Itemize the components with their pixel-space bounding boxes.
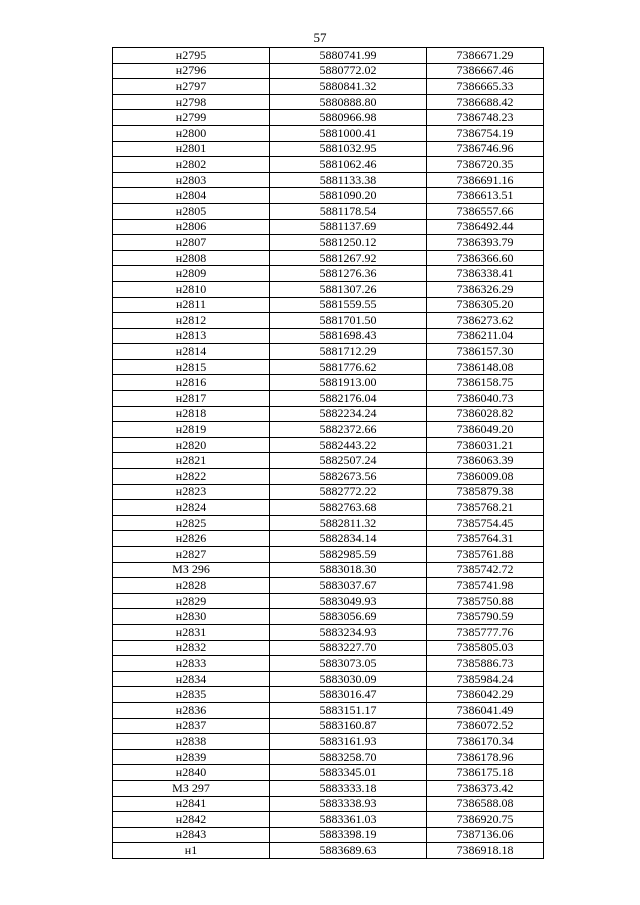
table-row xyxy=(113,562,544,578)
x-coordinate-cell: 5880841.32 xyxy=(270,79,427,95)
point-id-cell: н2813 xyxy=(113,328,270,344)
x-coordinate-cell: 5883161.93 xyxy=(270,734,427,750)
table-row xyxy=(113,547,544,563)
x-coordinate-cell: 5883689.63 xyxy=(270,843,427,859)
x-coordinate-cell: 5883338.93 xyxy=(270,796,427,812)
y-coordinate-cell: 7386366.60 xyxy=(427,250,544,266)
y-coordinate-cell: 7386613.51 xyxy=(427,188,544,204)
point-id-cell: н2802 xyxy=(113,157,270,173)
table-row xyxy=(113,718,544,734)
point-id-cell: н2804 xyxy=(113,188,270,204)
y-coordinate-cell: 7386072.52 xyxy=(427,718,544,734)
point-id-cell: н2812 xyxy=(113,313,270,329)
table-row xyxy=(113,671,544,687)
point-id-cell: н2818 xyxy=(113,406,270,422)
table-row xyxy=(113,422,544,438)
x-coordinate-cell: 5883234.93 xyxy=(270,624,427,640)
x-coordinate-cell: 5883073.05 xyxy=(270,656,427,672)
x-coordinate-cell: 5883056.69 xyxy=(270,609,427,625)
table-row xyxy=(113,812,544,828)
table-row xyxy=(113,297,544,313)
y-coordinate-cell: 7386688.42 xyxy=(427,94,544,110)
point-id-cell: н2841 xyxy=(113,796,270,812)
x-coordinate-cell: 5882772.22 xyxy=(270,484,427,500)
point-id-cell: н2815 xyxy=(113,359,270,375)
table-row xyxy=(113,188,544,204)
point-id-cell: н2824 xyxy=(113,500,270,516)
y-coordinate-cell: 7385984.24 xyxy=(427,671,544,687)
y-coordinate-cell: 7386031.21 xyxy=(427,437,544,453)
x-coordinate-cell: 5881090.20 xyxy=(270,188,427,204)
coordinates-table-body xyxy=(113,48,544,859)
y-coordinate-cell: 7386063.39 xyxy=(427,453,544,469)
table-row xyxy=(113,531,544,547)
x-coordinate-cell: 5883227.70 xyxy=(270,640,427,656)
point-id-cell: н2832 xyxy=(113,640,270,656)
x-coordinate-cell: 5880966.98 xyxy=(270,110,427,126)
x-coordinate-cell: 5881133.38 xyxy=(270,172,427,188)
table-row xyxy=(113,235,544,251)
point-id-cell: н2795 xyxy=(113,48,270,64)
y-coordinate-cell: 7385790.59 xyxy=(427,609,544,625)
point-id-cell: н2833 xyxy=(113,656,270,672)
x-coordinate-cell: 5883049.93 xyxy=(270,593,427,609)
table-row xyxy=(113,157,544,173)
point-id-cell: н2819 xyxy=(113,422,270,438)
y-coordinate-cell: 7385768.21 xyxy=(427,500,544,516)
table-row xyxy=(113,266,544,282)
y-coordinate-cell: 7386720.35 xyxy=(427,157,544,173)
y-coordinate-cell: 7386338.41 xyxy=(427,266,544,282)
table-row xyxy=(113,702,544,718)
table-row xyxy=(113,827,544,843)
x-coordinate-cell: 5881062.46 xyxy=(270,157,427,173)
y-coordinate-cell: 7386158.75 xyxy=(427,375,544,391)
table-row xyxy=(113,344,544,360)
x-coordinate-cell: 5881000.41 xyxy=(270,125,427,141)
x-coordinate-cell: 5882811.32 xyxy=(270,515,427,531)
x-coordinate-cell: 5882443.22 xyxy=(270,437,427,453)
point-id-cell: н2830 xyxy=(113,609,270,625)
x-coordinate-cell: 5881276.36 xyxy=(270,266,427,282)
point-id-cell: н2807 xyxy=(113,235,270,251)
x-coordinate-cell: 5883151.17 xyxy=(270,702,427,718)
y-coordinate-cell: 7386746.96 xyxy=(427,141,544,157)
y-coordinate-cell: 7386748.23 xyxy=(427,110,544,126)
table-row xyxy=(113,328,544,344)
y-coordinate-cell: 7386049.20 xyxy=(427,422,544,438)
x-coordinate-cell: 5882763.68 xyxy=(270,500,427,516)
y-coordinate-cell: 7385805.03 xyxy=(427,640,544,656)
point-id-cell: н2837 xyxy=(113,718,270,734)
table-row xyxy=(113,578,544,594)
table-row xyxy=(113,437,544,453)
y-coordinate-cell: 7386170.34 xyxy=(427,734,544,750)
point-id-cell: н2828 xyxy=(113,578,270,594)
y-coordinate-cell: 7386042.29 xyxy=(427,687,544,703)
y-coordinate-cell: 7385777.76 xyxy=(427,624,544,640)
x-coordinate-cell: 5881307.26 xyxy=(270,281,427,297)
coordinates-table xyxy=(112,47,544,859)
table-row xyxy=(113,469,544,485)
x-coordinate-cell: 5882673.56 xyxy=(270,469,427,485)
x-coordinate-cell: 5881137.69 xyxy=(270,219,427,235)
table-row xyxy=(113,125,544,141)
x-coordinate-cell: 5883333.18 xyxy=(270,780,427,796)
point-id-cell: н1 xyxy=(113,843,270,859)
y-coordinate-cell: 7386040.73 xyxy=(427,391,544,407)
point-id-cell: н2817 xyxy=(113,391,270,407)
y-coordinate-cell: 7386273.62 xyxy=(427,313,544,329)
point-id-cell: н2803 xyxy=(113,172,270,188)
y-coordinate-cell: 7386326.29 xyxy=(427,281,544,297)
table-row xyxy=(113,765,544,781)
table-row xyxy=(113,94,544,110)
y-coordinate-cell: 7385750.88 xyxy=(427,593,544,609)
x-coordinate-cell: 5881267.92 xyxy=(270,250,427,266)
x-coordinate-cell: 5883018.30 xyxy=(270,562,427,578)
table-row xyxy=(113,406,544,422)
table-row xyxy=(113,375,544,391)
y-coordinate-cell: 7386754.19 xyxy=(427,125,544,141)
y-coordinate-cell: 7385761.88 xyxy=(427,547,544,563)
x-coordinate-cell: 5883016.47 xyxy=(270,687,427,703)
y-coordinate-cell: 7386157.30 xyxy=(427,344,544,360)
y-coordinate-cell: 7386920.75 xyxy=(427,812,544,828)
point-id-cell: н2809 xyxy=(113,266,270,282)
y-coordinate-cell: 7386305.20 xyxy=(427,297,544,313)
table-row xyxy=(113,609,544,625)
table-row xyxy=(113,391,544,407)
point-id-cell: н2840 xyxy=(113,765,270,781)
table-row xyxy=(113,79,544,95)
table-row xyxy=(113,624,544,640)
point-id-cell: н2801 xyxy=(113,141,270,157)
table-row xyxy=(113,640,544,656)
x-coordinate-cell: 5881559.55 xyxy=(270,297,427,313)
y-coordinate-cell: 7386691.16 xyxy=(427,172,544,188)
y-coordinate-cell: 7386178.96 xyxy=(427,749,544,765)
y-coordinate-cell: 7386492.44 xyxy=(427,219,544,235)
point-id-cell: МЗ 297 xyxy=(113,780,270,796)
x-coordinate-cell: 5883037.67 xyxy=(270,578,427,594)
x-coordinate-cell: 5883345.01 xyxy=(270,765,427,781)
table-row xyxy=(113,593,544,609)
x-coordinate-cell: 5882234.24 xyxy=(270,406,427,422)
point-id-cell: н2826 xyxy=(113,531,270,547)
x-coordinate-cell: 5881032.95 xyxy=(270,141,427,157)
point-id-cell: н2814 xyxy=(113,344,270,360)
page-number: 57 xyxy=(313,30,327,45)
point-id-cell: н2806 xyxy=(113,219,270,235)
table-row xyxy=(113,63,544,79)
y-coordinate-cell: 7386028.82 xyxy=(427,406,544,422)
table-row xyxy=(113,515,544,531)
table-row xyxy=(113,359,544,375)
point-id-cell: н2835 xyxy=(113,687,270,703)
point-id-cell: н2816 xyxy=(113,375,270,391)
x-coordinate-cell: 5883361.03 xyxy=(270,812,427,828)
point-id-cell: н2805 xyxy=(113,203,270,219)
point-id-cell: н2825 xyxy=(113,515,270,531)
y-coordinate-cell: 7385764.31 xyxy=(427,531,544,547)
x-coordinate-cell: 5883398.19 xyxy=(270,827,427,843)
y-coordinate-cell: 7386211.04 xyxy=(427,328,544,344)
y-coordinate-cell: 7387136.06 xyxy=(427,827,544,843)
table-row xyxy=(113,203,544,219)
x-coordinate-cell: 5881698.43 xyxy=(270,328,427,344)
table-row xyxy=(113,500,544,516)
y-coordinate-cell: 7385886.73 xyxy=(427,656,544,672)
x-coordinate-cell: 5881250.12 xyxy=(270,235,427,251)
table-row xyxy=(113,141,544,157)
point-id-cell: н2808 xyxy=(113,250,270,266)
point-id-cell: н2800 xyxy=(113,125,270,141)
point-id-cell: н2798 xyxy=(113,94,270,110)
table-row xyxy=(113,172,544,188)
table-row xyxy=(113,749,544,765)
x-coordinate-cell: 5883030.09 xyxy=(270,671,427,687)
table-row xyxy=(113,796,544,812)
point-id-cell: н2834 xyxy=(113,671,270,687)
y-coordinate-cell: 7386041.49 xyxy=(427,702,544,718)
y-coordinate-cell: 7385742.72 xyxy=(427,562,544,578)
table-row xyxy=(113,843,544,859)
y-coordinate-cell: 7386588.08 xyxy=(427,796,544,812)
y-coordinate-cell: 7385741.98 xyxy=(427,578,544,594)
y-coordinate-cell: 7385879.38 xyxy=(427,484,544,500)
table-row xyxy=(113,281,544,297)
table-row xyxy=(113,484,544,500)
point-id-cell: н2829 xyxy=(113,593,270,609)
y-coordinate-cell: 7386667.46 xyxy=(427,63,544,79)
x-coordinate-cell: 5882507.24 xyxy=(270,453,427,469)
point-id-cell: н2820 xyxy=(113,437,270,453)
y-coordinate-cell: 7386918.18 xyxy=(427,843,544,859)
x-coordinate-cell: 5882834.14 xyxy=(270,531,427,547)
point-id-cell: н2796 xyxy=(113,63,270,79)
point-id-cell: н2810 xyxy=(113,281,270,297)
y-coordinate-cell: 7386009.08 xyxy=(427,469,544,485)
x-coordinate-cell: 5882985.59 xyxy=(270,547,427,563)
table-row xyxy=(113,687,544,703)
table-row xyxy=(113,313,544,329)
table-row xyxy=(113,734,544,750)
table-row xyxy=(113,780,544,796)
y-coordinate-cell: 7386373.42 xyxy=(427,780,544,796)
point-id-cell: н2839 xyxy=(113,749,270,765)
y-coordinate-cell: 7385754.45 xyxy=(427,515,544,531)
table-row xyxy=(113,48,544,64)
x-coordinate-cell: 5881776.62 xyxy=(270,359,427,375)
x-coordinate-cell: 5883160.87 xyxy=(270,718,427,734)
point-id-cell: н2797 xyxy=(113,79,270,95)
point-id-cell: МЗ 296 xyxy=(113,562,270,578)
x-coordinate-cell: 5881178.54 xyxy=(270,203,427,219)
x-coordinate-cell: 5880741.99 xyxy=(270,48,427,64)
x-coordinate-cell: 5881712.29 xyxy=(270,344,427,360)
x-coordinate-cell: 5882372.66 xyxy=(270,422,427,438)
x-coordinate-cell: 5882176.04 xyxy=(270,391,427,407)
point-id-cell: н2827 xyxy=(113,547,270,563)
y-coordinate-cell: 7386148.08 xyxy=(427,359,544,375)
point-id-cell: н2831 xyxy=(113,624,270,640)
point-id-cell: н2823 xyxy=(113,484,270,500)
table-row xyxy=(113,453,544,469)
table-row xyxy=(113,250,544,266)
x-coordinate-cell: 5881913.00 xyxy=(270,375,427,391)
point-id-cell: н2822 xyxy=(113,469,270,485)
y-coordinate-cell: 7386557.66 xyxy=(427,203,544,219)
y-coordinate-cell: 7386393.79 xyxy=(427,235,544,251)
point-id-cell: н2843 xyxy=(113,827,270,843)
x-coordinate-cell: 5880772.02 xyxy=(270,63,427,79)
x-coordinate-cell: 5881701.50 xyxy=(270,313,427,329)
point-id-cell: н2799 xyxy=(113,110,270,126)
y-coordinate-cell: 7386665.33 xyxy=(427,79,544,95)
table-row xyxy=(113,656,544,672)
point-id-cell: н2842 xyxy=(113,812,270,828)
x-coordinate-cell: 5883258.70 xyxy=(270,749,427,765)
y-coordinate-cell: 7386175.18 xyxy=(427,765,544,781)
table-row xyxy=(113,110,544,126)
y-coordinate-cell: 7386671.29 xyxy=(427,48,544,64)
point-id-cell: н2811 xyxy=(113,297,270,313)
table-row xyxy=(113,219,544,235)
x-coordinate-cell: 5880888.80 xyxy=(270,94,427,110)
point-id-cell: н2838 xyxy=(113,734,270,750)
point-id-cell: н2836 xyxy=(113,702,270,718)
point-id-cell: н2821 xyxy=(113,453,270,469)
